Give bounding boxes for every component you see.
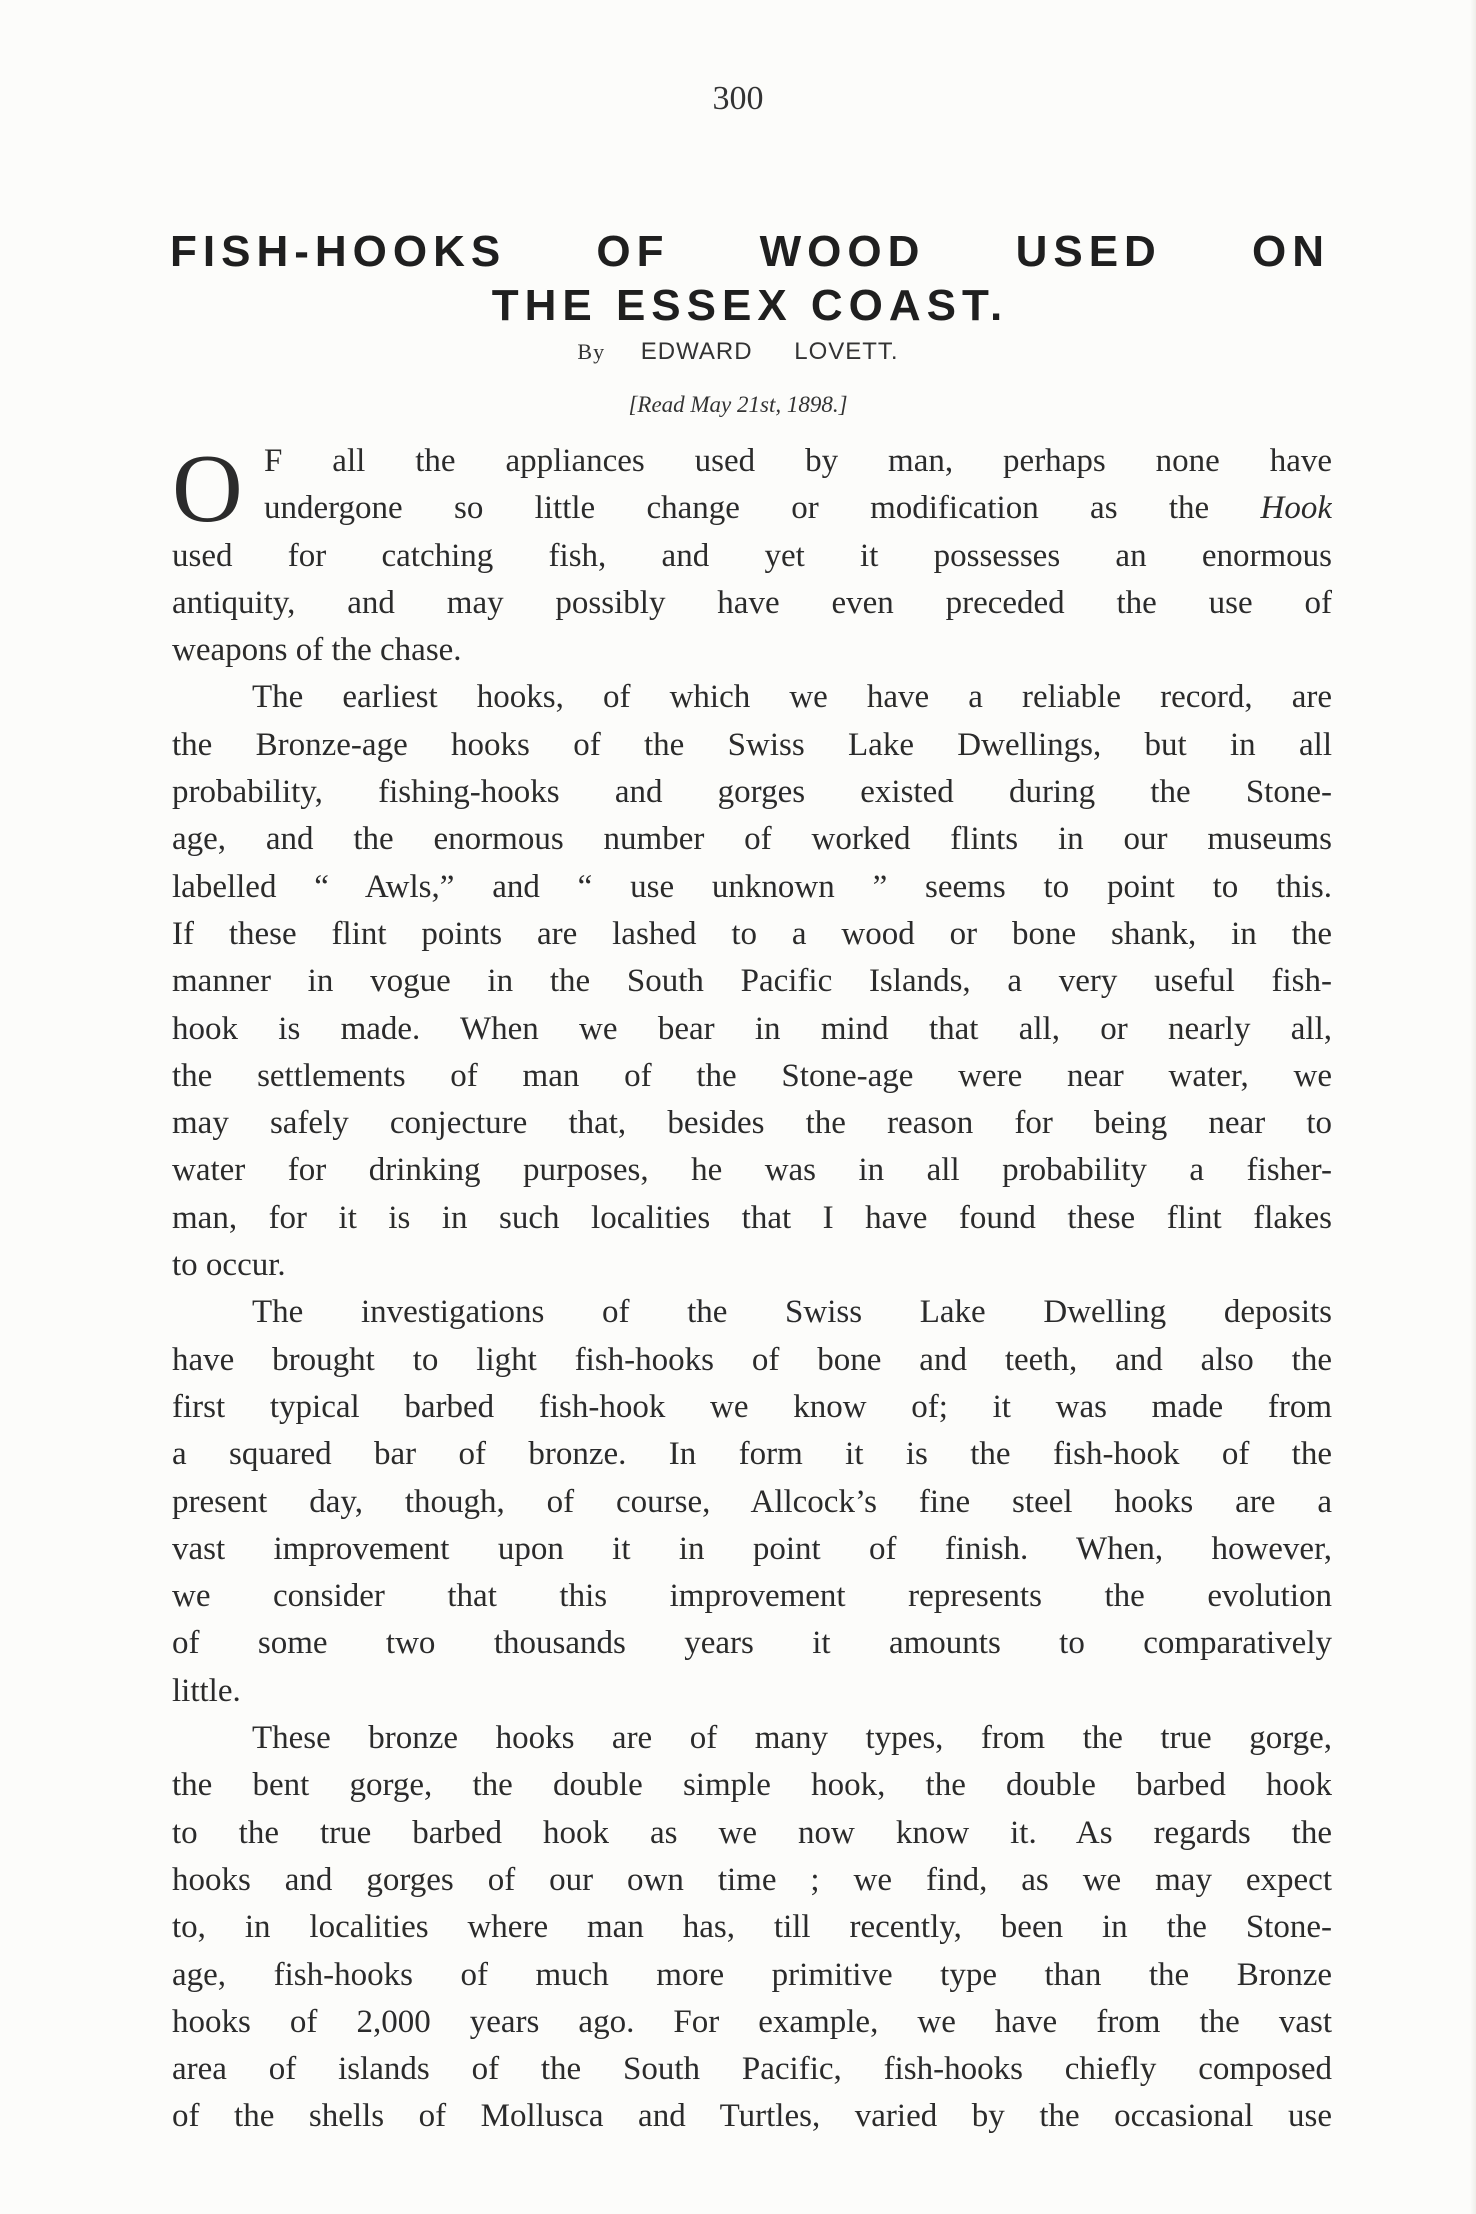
text-line: the settlements of man of the Stone-age were near water, we [172,1057,1332,1094]
author-first-name: EDWARD [640,338,753,365]
text-line: to, in localities where man has, till recently, been in the Stone- [172,1909,1332,1946]
paragraph [172,1289,1332,1715]
emphasis: Hook [1260,490,1332,527]
read-date: [Read May 21st, 1898.] [628,392,848,417]
text-line: probability, fishing-hooks and gorges existed during the Stone- [172,774,1332,811]
title-word: ON [1251,227,1330,276]
text-line: to occur. [172,1247,286,1284]
title-word: FISH-HOOKS [170,227,507,276]
text-line: If these flint points are lashed to a wood or bone shank, in the [172,915,1332,952]
byline-by: By [577,339,606,364]
text-line: hooks of 2,000 years ago. For example, we have from the vast [172,2003,1332,2040]
text-line: the Bronze-age hooks of the Swiss Lake Dwellings, but in all [172,726,1332,763]
author-last-name: LOVETT. [794,338,899,365]
title-line-2: THE ESSEX COAST. [491,281,1009,330]
paragraph [172,1715,1332,2141]
text-line: age, fish-hooks of much more primitive type than the Bronze [172,1956,1332,1993]
text-line: to the true barbed hook as we now know it. As regards the [172,1814,1332,1851]
text-line: a squared bar of bronze. In form it is the fish-hook of the [172,1436,1332,1473]
text-line: antiquity, and may possibly have even preceded the use of [172,584,1332,621]
page-number: 300 [712,80,764,117]
title-line-1 [170,222,1330,282]
text-line: may safely conjecture that, besides the reason for being near to [172,1105,1332,1142]
title-word: WOOD [759,227,926,276]
drop-cap: O [172,435,243,543]
text-line: hooks and gorges of our own time ; we find, as we may expect [172,1861,1332,1898]
text-line: undergone so little change or modification as the Hook [264,490,1332,527]
text-line: age, and the enormous number of worked flints in our museums [172,821,1332,858]
paragraph [172,435,1332,674]
text-line: used for catching fish, and yet it possesses an enormous [172,537,1332,574]
byline [0,338,1476,366]
text-line: area of islands of the South Pacific, fish-hooks chiefly composed [172,2051,1332,2088]
text-line: of some two thousands years it amounts to comparatively [172,1625,1332,1662]
text-line: have brought to light fish-hooks of bone and teeth, and also the [172,1341,1332,1378]
scan-edge-shadow [1470,0,1476,2214]
text-line: water for drinking purposes, he was in all probability a fisher- [172,1152,1332,1189]
text-line: the bent gorge, the double simple hook, the double barbed hook [172,1767,1332,1804]
text-line: weapons of the chase. [172,632,462,669]
text-line: These bronze hooks are of many types, from the true gorge, [252,1720,1332,1757]
text-line: manner in vogue in the South Pacific Islands, a very useful fish- [172,963,1332,1000]
text-line: little. [172,1672,241,1709]
article-title [170,222,1330,336]
text-line: man, for it is in such localities that I have found these flint flakes [172,1199,1332,1236]
text-line: vast improvement upon it in point of finish. When, however, [172,1530,1332,1567]
text-line: F all the appliances used by man, perhaps none have [264,443,1332,479]
text-line: first typical barbed fish-hook we know of; it was made from [172,1388,1332,1425]
text-line: we consider that this improvement represents the evolution [172,1578,1332,1615]
text-line: labelled “ Awls,” and “ use unknown ” seems to point to this. [172,868,1332,905]
title-word: OF [596,227,670,276]
article-body [172,435,1332,2141]
paragraph [172,674,1332,1289]
title-word: USED [1015,227,1162,276]
text-line: hook is made. When we bear in mind that all, or nearly all, [172,1010,1332,1047]
text-line: The earliest hooks, of which we have a reliable record, are [252,679,1332,716]
text-line: present day, though, of course, Allcock’s fine steel hooks are a [172,1483,1332,1520]
text-line: The investigations of the Swiss Lake Dwelling deposits [252,1294,1332,1331]
text-line: of the shells of Mollusca and Turtles, varied by the occasional use [172,2098,1332,2135]
